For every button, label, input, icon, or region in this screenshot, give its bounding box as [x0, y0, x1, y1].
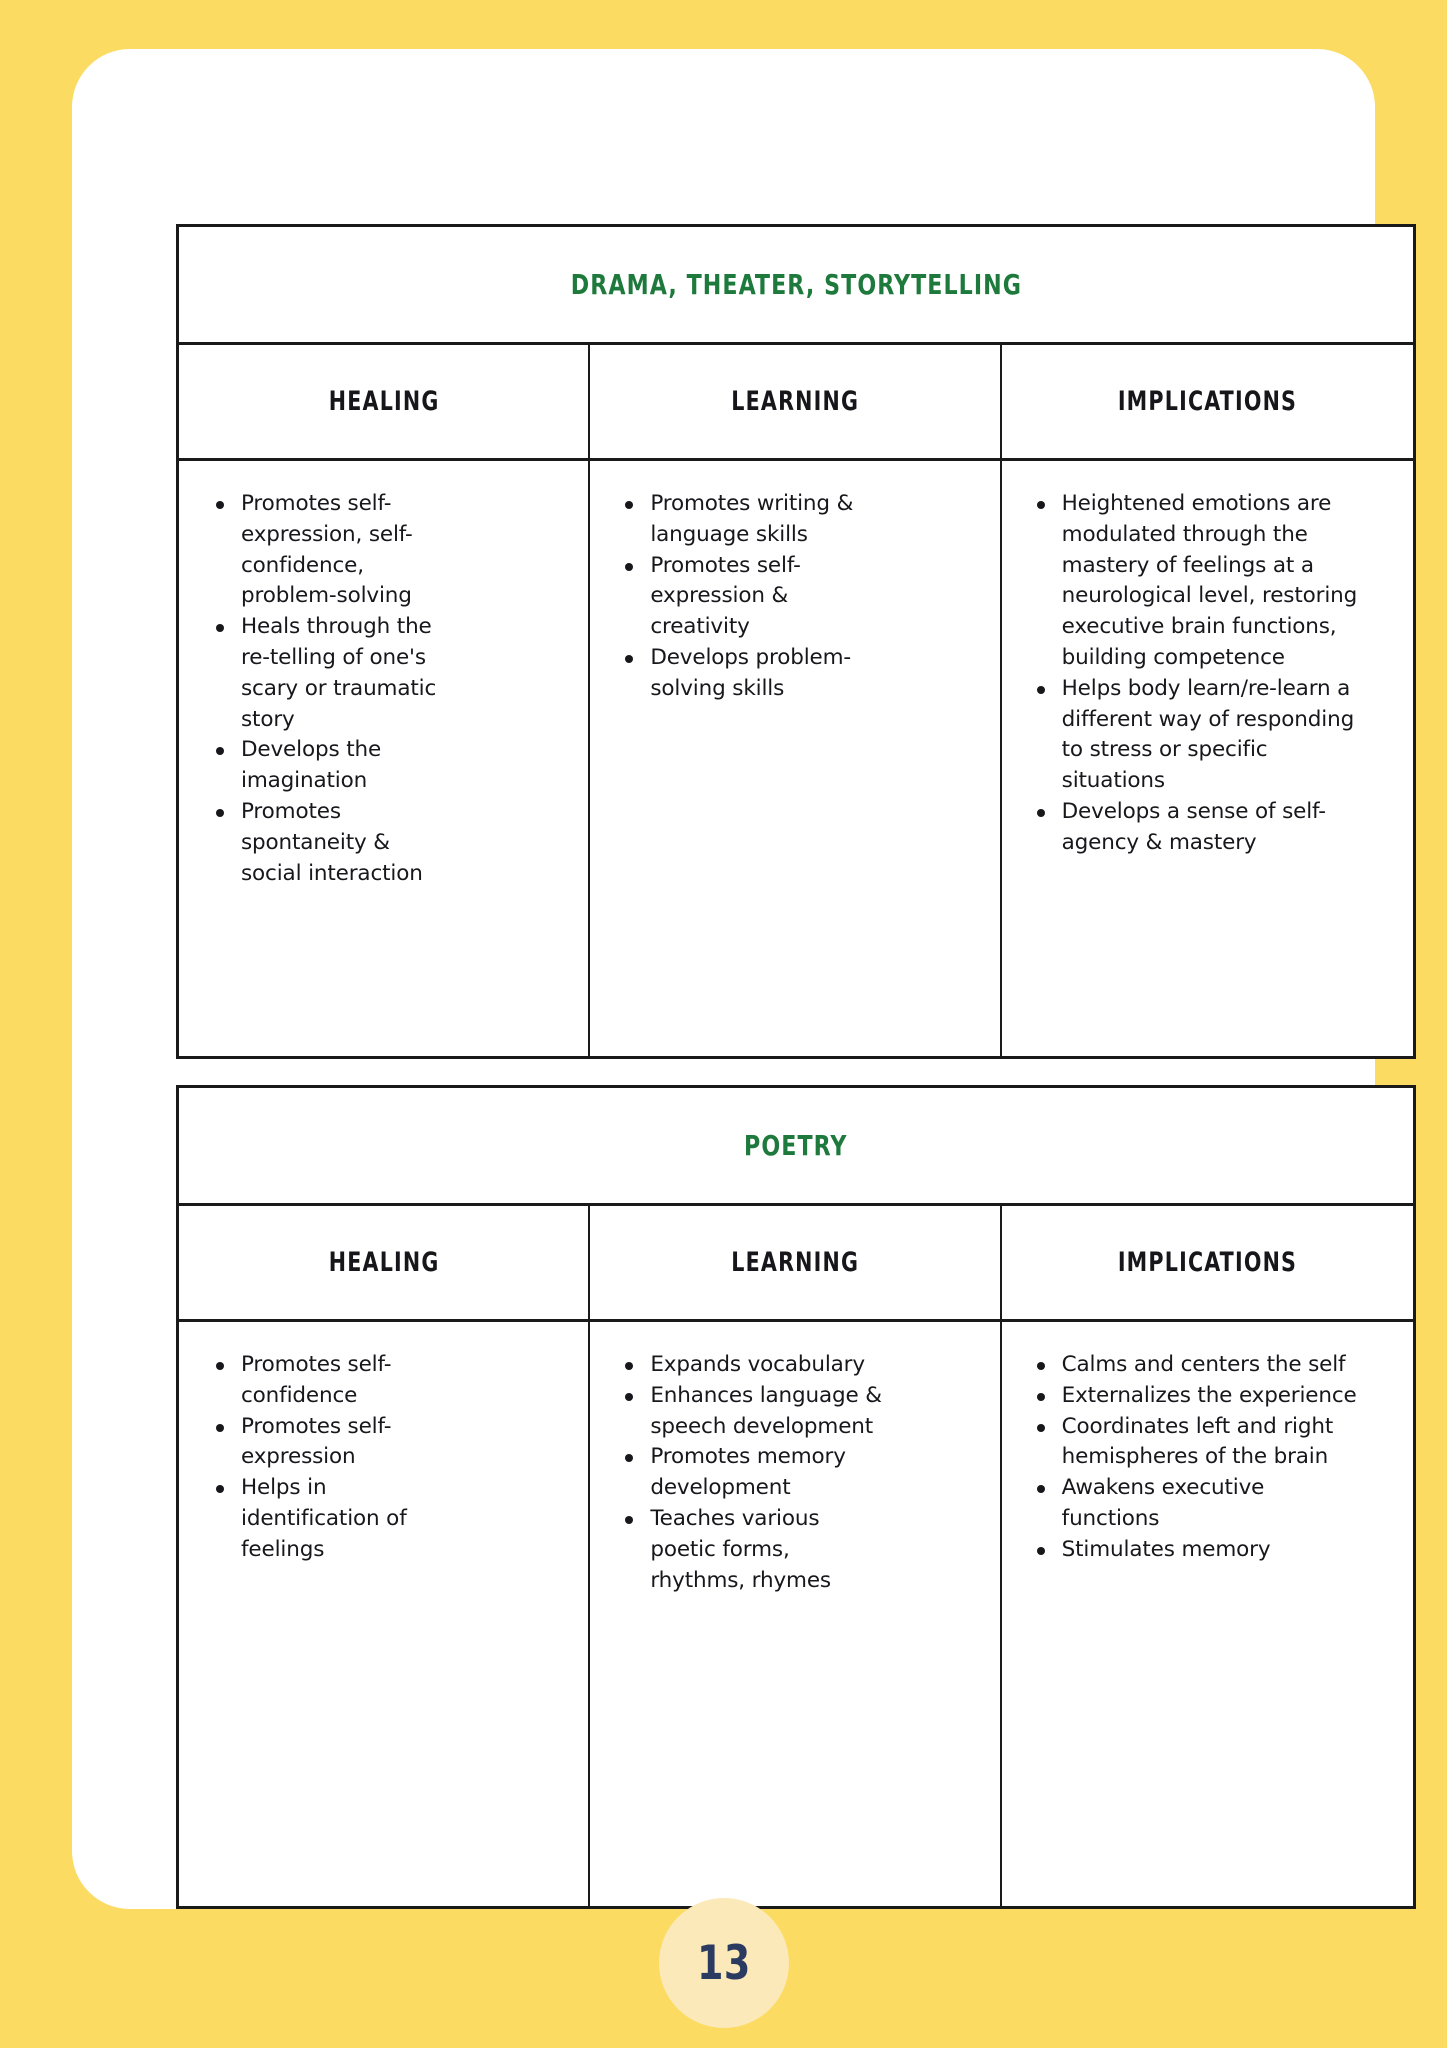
table-header-row: [179, 1206, 1413, 1322]
page-number: 13: [697, 1935, 751, 1991]
column-header-label: LEARNING: [731, 1247, 859, 1278]
bullet-list: [604, 489, 981, 705]
list-item: Calms and centers the self: [1060, 1350, 1362, 1381]
list-item: Develops a sense of self-agency & mastery: [1060, 797, 1362, 859]
table-title: DRAMA, THEATER, STORYTELLING: [570, 268, 1022, 301]
column-header-implications: [1002, 1206, 1413, 1319]
list-item: Promotes self-expression & creativity: [648, 551, 888, 643]
table-title-row: [179, 227, 1413, 345]
cell-drama-learning: [590, 461, 1001, 1056]
list-item: Heightened emotions are modulated through the mastery of feelings at a neurological level, restoring executive brain functions, building competence: [1060, 489, 1362, 674]
bullet-list: [1016, 489, 1395, 859]
list-item: Teaches various poetic forms, rhythms, rhymes: [648, 1504, 890, 1596]
list-item: Promotes writing & language skills: [648, 489, 888, 551]
list-item: Externalizes the experience: [1060, 1381, 1362, 1412]
column-header-label: HEALING: [328, 386, 440, 417]
cell-drama-healing: [179, 461, 590, 1056]
table-body-row: [179, 1322, 1413, 1906]
list-item: Promotes memory development: [648, 1442, 890, 1504]
table-poetry: [176, 1085, 1416, 1909]
table-drama-theater-storytelling: [176, 224, 1416, 1059]
table-title-row: [179, 1088, 1413, 1206]
list-item: Coordinates left and right hemispheres of the brain: [1060, 1412, 1362, 1474]
list-item: Promotes self-expression, self-confidence, problem-solving: [239, 489, 437, 612]
list-item: Promotes spontaneity & social interaction: [239, 797, 437, 889]
bullet-list: [1016, 1350, 1395, 1566]
list-item: Develops the imagination: [239, 735, 437, 797]
column-header-healing: [179, 1206, 590, 1319]
column-header-implications: [1002, 345, 1413, 458]
cell-poetry-learning: [590, 1322, 1001, 1906]
list-item: Helps body learn/re-learn a different way of responding to stress or specific situations: [1060, 674, 1362, 797]
list-item: Helps in identification of feelings: [239, 1473, 427, 1565]
column-header-learning: [590, 345, 1001, 458]
column-header-label: LEARNING: [731, 386, 859, 417]
table-header-row: [179, 345, 1413, 461]
column-header-learning: [590, 1206, 1001, 1319]
bullet-list: [604, 1350, 981, 1596]
column-header-label: IMPLICATIONS: [1117, 1247, 1297, 1278]
list-item: Promotes self-confidence: [239, 1350, 427, 1412]
list-item: Awakens executive functions: [1060, 1473, 1362, 1535]
column-header-label: IMPLICATIONS: [1117, 386, 1297, 417]
list-item: Promotes self-expression: [239, 1412, 427, 1474]
list-item: Stimulates memory: [1060, 1535, 1362, 1566]
column-header-label: HEALING: [328, 1247, 440, 1278]
cell-poetry-healing: [179, 1322, 590, 1906]
page-card: [72, 49, 1375, 1909]
cell-drama-implications: [1002, 461, 1413, 1056]
page-number-badge: [659, 1898, 789, 2028]
cell-poetry-implications: [1002, 1322, 1413, 1906]
column-header-healing: [179, 345, 590, 458]
bullet-list: [193, 489, 570, 889]
list-item: Develops problem-solving skills: [648, 643, 888, 705]
list-item: Enhances language & speech development: [648, 1381, 890, 1443]
table-body-row: [179, 461, 1413, 1056]
table-title: POETRY: [744, 1129, 848, 1162]
list-item: Expands vocabulary: [648, 1350, 890, 1381]
bullet-list: [193, 1350, 570, 1566]
list-item: Heals through the re-telling of one's scary or traumatic story: [239, 612, 437, 735]
